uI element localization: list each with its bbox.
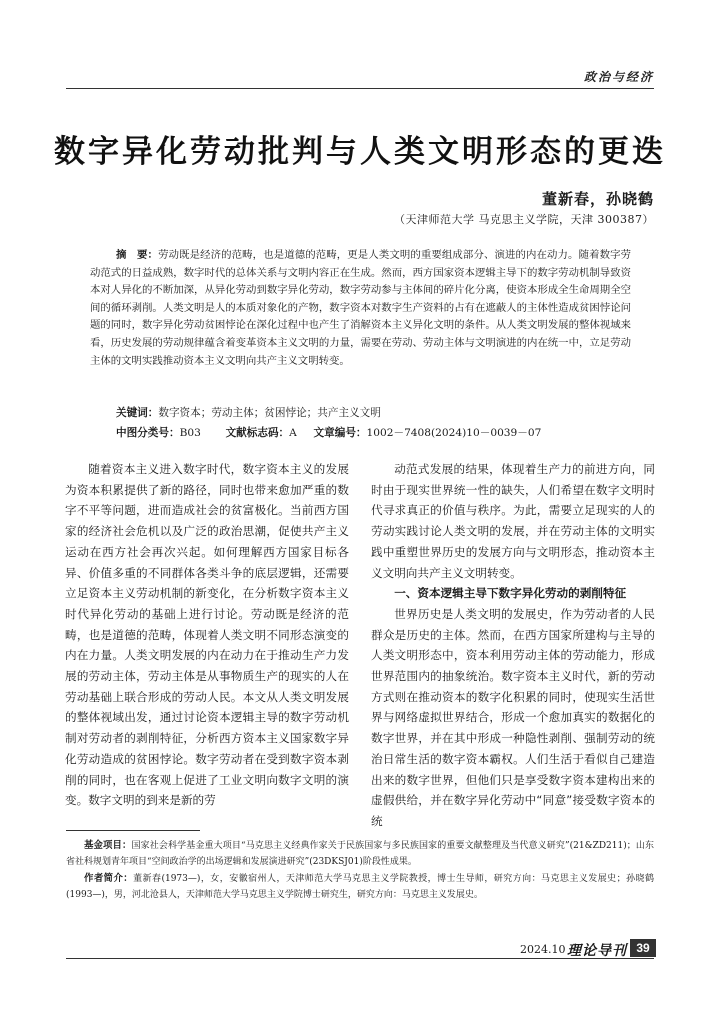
body-column-left [65,459,349,811]
article-title: 数字异化劳动批判与人类文明形态的更迭 [54,134,666,170]
abstract [90,247,631,370]
fund-text: 国家社会科学基金重大项目“马克思主义经典作家关于民族国家与多民族国家的重要文献整理及当代意义研究”(21&ZD211)；山东省社科规划青年项目“空间政治学的出场逻辑和发展演进研究”(23DKSJ01)阶段性成果。 [66,841,654,867]
keywords-label: 关键词： [116,407,159,419]
doc-code-value: A [289,427,297,439]
section-label: 政治与经济 [583,70,654,84]
classification-line [116,425,541,440]
footnote-rule [66,830,200,831]
doc-code-label: 文献标志码： [225,427,290,439]
affiliation: （天津师范大学 马克思主义学院，天津 300387） [394,213,654,226]
section-heading: 一、资本逻辑主导下数字异化劳动的剥削特征 [394,586,627,601]
keywords [116,405,381,420]
page-number: 39 [630,939,656,957]
fund-label: 基金项目： [84,840,132,851]
footer-rule [66,958,654,959]
authors: 董新春，孙晓鹤 [541,190,654,208]
body-paragraph: 世界历史是人类文明的发展史，作为劳动者的人民群众是历史的主体。然而，在西方国家所建构与主导的人类文明形态中，资本利用劳动主体的劳动能力，形成世界范围内的抽象统治。数字资本主义时代，新的劳动方式则在推动资本的数字化积累的同时，使现实生活世界与网络虚拟世界结合，形成一个愈加真实的数据化的数字世界，并在其中形成一种隐性剥削、强制劳动的统治日常生活的数字资本霸权。人们生活于看似自己建造出来的数字世界，但他们只是享受数字资本建构出来的虚假供给，并在数字异化劳动中“同意”接受数字资本的统 [371,606,655,828]
article-number-value: 1002－7408(2024)10－0039－07 [366,427,542,439]
article-number-label: 文章编号： [313,427,367,439]
body-paragraph: 动范式发展的结果，体现着生产力的前进方向，同时由于现实世界统一性的缺失，人们希望在数字文明时代寻求真正的价值与秩序。为此，需要立足现实的人的劳动实践讨论人类文明的发展，并在劳动主体的文明实践中重塑世界历史的发展方向与文明形态，推动资本主义文明向共产主义文明转变。 [371,462,655,580]
keywords-text: 数字资本；劳动主体；贫困悖论；共产主义文明 [158,407,381,419]
footer-journal-name: 理论导刊 [567,943,627,959]
fund-note [66,838,654,870]
abstract-label: 摘 要： [116,249,159,261]
author-bio-text: 董新春(1973—)，女，安徽宿州人，天津师范大学马克思主义学院教授，博士生导师，研究方向：马克思主义发展史；孙晓鹤(1993—)，男，河北沧县人，天津师范大学马克思主义学院博士研究生，研究方向：马克思主义发展史。 [66,874,654,900]
footer-issue: 2024.10 [520,943,566,956]
body-paragraph: 随着资本主义进入数字时代，数字资本主义的发展为资本积累提供了新的路径，同时也带来愈加严重的数字不平等问题，进而造成社会的贫富极化。当前西方国家的经济社会危机以及广泛的政治思潮，促使共产主义运动在西方社会再次兴起。如何理解西方国家目标各异、价值多重的不同群体各类斗争的底层逻辑，还需要立足资本主义劳动机制的新变化，在分析数字资本主义时代异化劳动的基础上进行讨论。劳动既是经济的范畴，也是道德的范畴，体现着人类文明不同形态演变的内在力量。人类文明发展的内在动力在于推动生产力发展的劳动主体，劳动主体是从事物质生产的现实的人在劳动基础上联合形成的劳动人民。本文从人类文明发展的整体视域出发，通过讨论资本逻辑主导的数字劳动机制对劳动者的剥削特征，分析西方资本主义国家数字异化劳动造成的贫困悖论。数字劳动者在受到数字资本剥削的同时，也在客观上促进了工业文明向数字文明的演变。数字文明的到来是新的劳 [65,462,349,808]
abstract-text: 劳动既是经济的范畴，也是道德的范畴，更是人类文明的重要组成部分、演进的内在动力。随着数字劳动范式的日益成熟，数字时代的总体关系与文明内容正在生成。然而，西方国家资本逻辑主导下的数字劳动机制导致资本对人异化的不断加深，从异化劳动到数字异化劳动，数字劳动参与主体间的碎片化分离，使资本形成全生命周期全空间的循环剥削。人类文明是人的本质对象化的产物，数字资本对数字生产资料的占有在遮蔽人的主体性造成贫困悖论问题的同时，数字异化劳动贫困悖论在深化过程中也产生了消解资本主义异化文明的条件。从人类文明发展的整体视域来看，历史发展的劳动规律蕴含着变革资本主义文明的力量，需要在劳动、劳动主体与文明演进的内在统一中，立足劳动主体的文明实践推动资本主义文明向共产主义文明转变。 [90,249,632,367]
body-column-right [371,459,655,832]
header-rule [66,88,654,89]
clc-value: B03 [179,427,201,439]
clc-label: 中图分类号： [116,427,180,439]
author-note [66,871,654,903]
author-bio-label: 作者简介： [84,873,134,884]
footnotes [66,838,654,904]
